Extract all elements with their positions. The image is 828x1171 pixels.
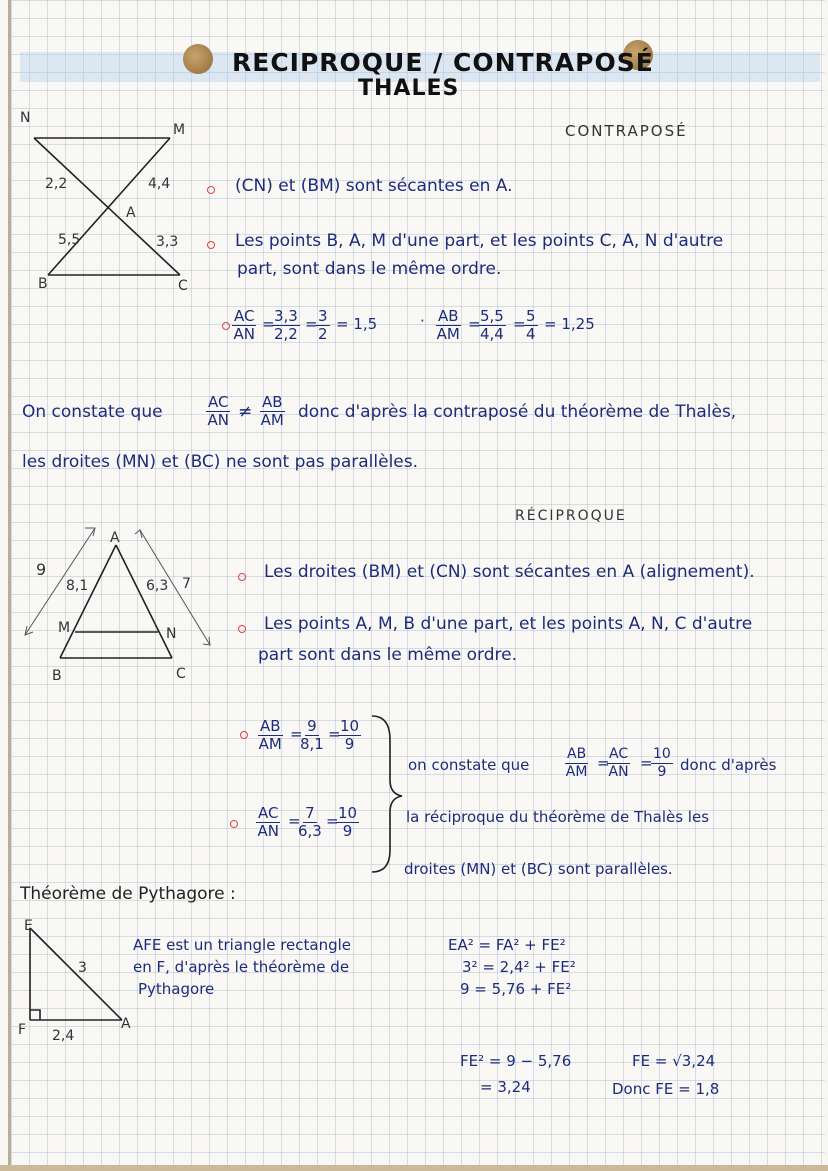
reciproque-conclusion-text: donc d'après	[680, 756, 777, 774]
equation-6: FE = √3,24	[632, 1052, 716, 1070]
length-am: 4,4	[148, 176, 171, 192]
page-title: RECIPROQUE / CONTRAPOSÉ	[232, 48, 654, 77]
pythagore-text-line-1: AFE est un triangle rectangle	[133, 936, 352, 954]
reciproque-heading: RÉCIPROQUE	[515, 508, 627, 524]
point-label-a: A	[121, 1016, 131, 1032]
not-equal-sign: ≠	[238, 402, 253, 422]
page-subtitle: THALES	[358, 76, 460, 101]
pythagore-text-line-2: en F, d'après le théorème de	[133, 958, 350, 976]
reciproque-figure	[15, 520, 225, 690]
reciproque-bullet-2-line-2: part sont dans le même ordre.	[258, 645, 518, 665]
ratio-ab-am: $\frac{AB}{AM}$	[258, 717, 282, 753]
equation-1: EA² = FA² + FE²	[448, 936, 566, 954]
ratio-value: $\frac{7}{6,3}$	[298, 804, 322, 840]
contrapose-heading: CONTRAPOSÉ	[565, 122, 688, 140]
equation-2: 3² = 2,4² + FE²	[462, 958, 576, 976]
reciproque-bullet-1: Les droites (BM) et (CN) sont sécantes en A (alignement).	[264, 562, 755, 582]
bullet-marker	[240, 731, 248, 739]
ratio-simplified: $\frac{10}{9}$	[653, 746, 671, 780]
point-label-n: N	[166, 626, 177, 642]
contrapose-bullet-1: (CN) et (BM) sont sécantes en A.	[235, 176, 513, 196]
length-an: 6,3	[146, 578, 169, 594]
bullet-marker	[207, 241, 215, 249]
length-ea: 3	[78, 960, 87, 976]
length-ab: 9	[36, 560, 47, 579]
ratio-ab-am: $\frac{AB}{AM}$	[565, 746, 588, 780]
ratio-ac-an: $\frac{AC}{AN}$	[608, 746, 629, 780]
reciproque-conclusion-line-2: la réciproque du théorème de Thalès les	[406, 808, 710, 826]
point-label-a: A	[126, 205, 136, 221]
equation-7: Donc FE = 1,8	[612, 1080, 720, 1098]
binder-hole-left	[183, 44, 213, 74]
ratio-result: = 1,5	[336, 315, 378, 333]
contrapose-figure	[18, 110, 218, 290]
contrapose-conclusion-line-2: les droites (MN) et (BC) ne sont pas parallèles.	[22, 452, 419, 472]
point-label-n: N	[20, 110, 31, 126]
point-label-m: M	[58, 620, 71, 636]
ratio-simplified: $\frac{10}{9}$	[338, 804, 358, 840]
reciproque-bullet-2-line-1: Les points A, M, B d'une part, et les points A, N, C d'autre	[264, 614, 753, 634]
bullet-marker	[222, 322, 230, 330]
length-an: 2,2	[45, 176, 68, 192]
point-label-c: C	[176, 666, 186, 682]
reciproque-conclusion-line-3: droites (MN) et (BC) sont parallèles.	[404, 860, 673, 878]
point-label-a: A	[110, 530, 120, 546]
length-am: 8,1	[66, 578, 89, 594]
page-edge	[0, 1165, 828, 1171]
point-label-b: B	[38, 276, 48, 292]
ratio-ac-an: $\frac{AC}{AN}$	[207, 393, 229, 429]
equation-3: 9 = 5,76 + FE²	[460, 980, 572, 998]
bullet-marker	[238, 573, 246, 581]
point-label-b: B	[52, 668, 62, 684]
length-ac: 3,3	[156, 234, 179, 250]
ratio-ab-am: $\frac{AB}{AM}$	[436, 307, 460, 343]
ratio-value: $\frac{3,3}{2,2}$	[274, 307, 298, 343]
pythagore-heading: Théorème de Pythagore :	[20, 884, 236, 904]
contrapose-conclusion-intro: On constate que	[22, 402, 163, 422]
length-ab: 5,5	[58, 232, 81, 248]
contrapose-conclusion-text: donc d'après la contraposé du théorème de Thalès,	[298, 402, 737, 422]
ratio-ac-an: $\frac{AC}{AN}$	[257, 804, 279, 840]
contrapose-bullet-2-line-2: part, sont dans le même ordre.	[237, 259, 502, 279]
bullet-marker	[230, 820, 238, 828]
pythagore-text-line-3: Pythagore	[138, 980, 215, 998]
ratio-result: = 1,25	[544, 315, 595, 333]
ratio-simplified: $\frac{3}{2}$	[318, 307, 328, 343]
ratio-value: $\frac{5,5}{4,4}$	[480, 307, 504, 343]
equation-5: = 3,24	[480, 1078, 531, 1096]
ratio-simplified: $\frac{5}{4}$	[526, 307, 536, 343]
bullet-marker	[238, 625, 246, 633]
point-label-c: C	[178, 278, 188, 294]
length-fa: 2,4	[52, 1028, 75, 1044]
point-label-e: E	[24, 918, 33, 934]
ratio-value: $\frac{9}{8,1}$	[300, 717, 324, 753]
length-ac: 7	[182, 576, 191, 592]
equation-4: FE² = 9 − 5,76	[460, 1052, 572, 1070]
contrapose-bullet-2-line-1: Les points B, A, M d'une part, et les points C, A, N d'autre	[235, 231, 724, 251]
point-label-f: F	[18, 1022, 27, 1038]
ratio-simplified: $\frac{10}{9}$	[340, 717, 360, 753]
curly-brace	[368, 710, 408, 880]
bullet-marker	[207, 186, 215, 194]
ratio-ab-am: $\frac{AB}{AM}$	[260, 393, 284, 429]
ratio-ac-an: $\frac{AC}{AN}$	[233, 307, 255, 343]
point-label-m: M	[173, 122, 186, 138]
reciproque-conclusion-intro: on constate que	[408, 756, 530, 774]
